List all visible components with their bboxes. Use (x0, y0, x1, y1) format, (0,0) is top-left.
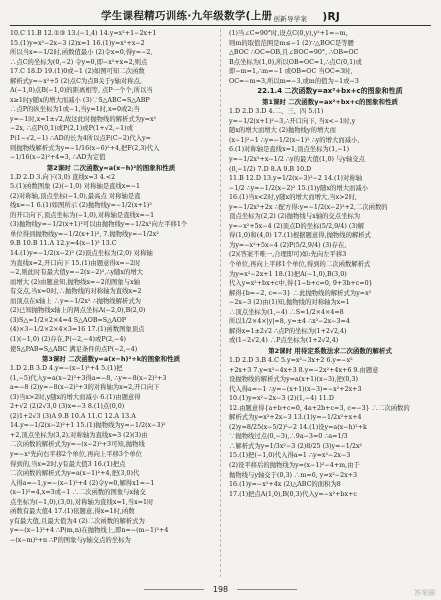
answer-line: 线x=−1 6.(1)如图所示 (2)抛物线y=−1/2(x+1)² (10, 202, 152, 210)
answer-columns (10, 29, 431, 577)
answer-line: 为y=x²−2x+1 18.(1)把A(−1,0),B(3,0) (229, 270, 347, 278)
answer-line: 个单位,再向上平移1个单位,得到的二次函数解析式 (229, 261, 371, 269)
answer-line: ∴点P的纵坐标为1或−1,当y=1时,x=0或2;当 (10, 106, 140, 114)
answer-line: 1.D 2.B 3.D 4.y=−(x−1)²+4 5.(1)把 (10, 365, 123, 373)
answer-line: ∴点C的坐标为(0,−2) 令y=0,即−x²+x=2,则点 (10, 58, 148, 66)
answer-line: 代入y=x²+bx+c中,得{1−b+c=0, 9+3b+c=0} (229, 280, 373, 288)
answer-line: (x−1)²=4,x=3或−1 ∴二次函数的图象与x轴交 (10, 489, 146, 497)
section-heading: 22.1.4 二次函数y=ax²+bx+c的图象和性质 (257, 87, 403, 96)
answer-line: 得到的,当x=2时,y有最大值3 16.(1)把点 (10, 460, 126, 468)
answer-line: 为y=−x²+5x−4 (2)P(5/2,9/4) (3)存在, (229, 241, 347, 249)
answer-line: 单位得到抛物线y=−1/2(x+1)², 7.抛物线y=−1/2x² (10, 230, 159, 238)
answer-line: 函数有最大值4 17.(1)依题意,得x=1时,函数 (10, 508, 135, 516)
answer-line: y=−1/2(x+1)²−3,∴开口向下, 当x<−1时,y (229, 117, 356, 125)
answer-line: OC=−m=3,所以m=−3,或m的值为−1或−3 (229, 77, 359, 85)
answer-line: y=−(x−1)²+4 ∴P(m,n)在抛物线上,即n=−(m−1)²+4 (10, 527, 169, 535)
answer-line: y=−x²+5x−4 (2)顶点D的坐标(5/2,9/4) (3)解 (229, 222, 365, 230)
answer-line: y=−1时,x=1±√2,故这此时抛物线的解析式为y=x² (10, 115, 157, 123)
answer-line: y有最大值,且最大值为4 (2)二次函数的解析式为 (10, 517, 145, 525)
section-heading: 第3课时 二次函数y=a(x−h)²+k的图象和性质 (41, 355, 181, 364)
answer-line: +2x+3 7.y=x²−4x+3 8.y=−2x²+4x+6 9.由题意 (229, 366, 379, 374)
answer-line: 二次函数的解析式为y=a(x−1)²+4,把(3,0)代 (10, 470, 140, 478)
answer-line: ∴解析式为y=1/3x²−3 (2)8/25 (3)y=−1/2x² (229, 442, 363, 450)
page-footer (0, 585, 441, 594)
answer-line: 解得{b=−2, c=−3} ∴此抛物线的解析式为y=x² (229, 289, 372, 297)
answer-line: 而顶点在x轴上 ∴y=−1/2x² ∴抛物线解析式为 (10, 297, 142, 305)
answer-line: 有交点,当x=0时,∴抛物线的对称轴为直线x=2 (10, 288, 142, 296)
book-title: 学生课程精巧训练·九年级数学(上册 (100, 10, 273, 22)
left-column (10, 29, 212, 577)
answer-line: 抛物线与y轴交于(0,3) ∴m=6, y=x²−2x+3 (229, 471, 358, 479)
answer-line: a=−8 (2)y=−8(x−2)²+3的对称轴为x=2,开口向下 (10, 384, 160, 392)
answer-line: 或(1−2√2,4) ∴P点坐标为(1+2√2,4) (229, 337, 339, 345)
answer-line: A(−1,0)点B(−1,0)的距离相等, 点P一个个,所以当 (10, 87, 153, 95)
answer-line: △BOC ∴OC=OB,且∠BOC=90°, ∴OB=OC (229, 49, 359, 57)
answer-line: 5.(1)函数图象 (2)(−1,0) 对称轴是直线x=−1 (10, 183, 141, 191)
answer-line: (2)(答案不唯一,合理即可)如:先向左平移3 (229, 251, 347, 259)
answer-line: (0,−1/2) 7.D 8.A 9.B 10.D (229, 165, 312, 173)
page-header (10, 4, 431, 26)
book-subtitle: 创新导学案 (273, 15, 308, 23)
answer-line: (2)1+2√3 (3)A 9.B 10.A 11.C 12.A 13.A (10, 412, 136, 420)
answer-line: 1.D 2.D 3.B 4.C 5.y=x²−3x+2 6.y=−x² (229, 356, 353, 364)
answer-line: 使S△PAB=S△ABC 满足条件的点P(−2,−4) (10, 345, 138, 353)
book-edition: )RJ (322, 11, 341, 23)
answer-line: (x−1)²−1 ∴y=−1/2(x−1)² ∴y的增大而减小, (229, 136, 360, 144)
answer-line: 17.(1)把点A(1,0),B(0,3)代入y=−x²+bx+c (229, 490, 357, 498)
answer-line: (2)y=8/25(x−5/2)²−2 14.(1)设y=a(x−h)²+k (229, 423, 367, 431)
answer-line: (3)抛物线y=−1/2(x+1)²可以由抛物线y=−1/2x²向左平移1个 (10, 221, 188, 229)
answer-line: (1)当∠C=90°时,设点C(0,y),y²+1=−m, (229, 30, 348, 37)
answer-line: ∵抛物线过点(0,−3),∴9a−3=0 ∴a=1/3 (229, 433, 348, 441)
answer-line: −1/2 ∴y=−1/2(x−2)² 15.(1)y随x的增大而减小 (229, 184, 369, 192)
answer-line: 11.B 12.D 13.y=1/2(x−3)²−2 14.(1)对称轴 (229, 175, 363, 183)
answer-line: (1)(−1,0) (2)存在,P(−2,−4)或P(2,−4) (10, 335, 126, 343)
answer-line: (4)×3−1/2×2×4×3=16 17.(1)函数图象顶点 (10, 326, 145, 334)
column-divider (220, 29, 221, 577)
answer-line: −(x−m)²+n ∴P的图象与y轴交点的坐标为 (10, 536, 131, 544)
answer-line: 点坐标为(−1,0),(3,0),对称轴为直线x=1,当x=1时 (10, 498, 154, 506)
answer-line: (1,−5)代入y=a(x−2)²+3得a=−8, ∴y=−8(x−2)²+3 (10, 374, 167, 382)
answer-line: 解析式y=−x²+5 (2)点C为点B关于y轴对称点, (10, 77, 142, 85)
answer-line: 14.y=−1/2(x−2)²+1 15.(1)抛物线为y=−1/2(x−3)² (10, 422, 166, 430)
answer-line: 17.C 18.D 19.(1)0或−1 (2)如图可知二次函数 (10, 68, 145, 76)
answer-line: (2)对称轴,顶点坐标(−1,0),最高点 对称轴是直 (10, 192, 141, 200)
answer-line: 12.由题意得{a+b+c=0, 4a+2b+c=3, c=−3} ∴二次函数的 (229, 404, 410, 412)
section-heading: 第1课时 二次函数y=ax²+bx+c的图象和性质 (262, 98, 398, 107)
answer-line: 16.(1)y=−x²+4x (2)△ABC的面积为8 (229, 481, 341, 489)
answer-line: (2)设平移后的抛物线为y=(x−1)²−4+m,由于 (229, 461, 360, 469)
answer-line: (3)S△=1/2×2×4=4 S△AOB=S△AOP (10, 316, 127, 324)
answer-line: 即−m=1,∴m=−1 或OB=OC 当OC=3时, (229, 68, 353, 76)
answer-line: −2x, ∴点P(0,1)或P(2,1)或P(1+√2,−1)或 (10, 125, 134, 133)
section-heading: 第2课时 二次函数y=a(x−h)²的图象和性质 (46, 163, 176, 172)
answer-line: 的开口向下,顶点坐标为(−1,0),对称轴是直线x=−1 (10, 211, 155, 219)
page-number: 198 (212, 585, 229, 594)
answer-line: 15.(1)把(−1,0)代入得a=1 ∴y=x²−2x−3 (229, 452, 351, 460)
answer-line: 10.(1)y=x²−2x−3 (2)(1,−4) 11.D (229, 395, 334, 403)
answer-line: 随x的增大而增大 (2)抛物线y的增大而 (229, 127, 336, 135)
answer-line: 1.D 2.D 3.向下(3,0) 直线x=3 4.<2 (10, 173, 116, 181)
answer-line: y=−1/2x²+x−1/2 ∴y的最大值(1,0) 与y轴交点 (229, 156, 365, 164)
answer-line: 16.(1)当x<2时,y随x的增大而增大,当x>2时, (229, 194, 357, 202)
answer-line: 1.D 2.D 3.D 4.二、三、四 5.(1) (229, 108, 324, 116)
answer-line: +2,顶点坐标为(3,2),对称轴为直线x=3 (2)(3)由 (10, 431, 148, 439)
answer-line: 代入得a=−1 ∴y=−(x+1)(x−3)=−x²+2x+3 (229, 385, 362, 393)
answer-line: 解得x=1±2√2 ∴点P的坐标为(1+2√2,4) (229, 327, 347, 335)
answer-line: −2,则此时有最大值y=−2(x−2)²,∴y随x的增大 (10, 269, 144, 277)
answer-line: 得(1,0)和(4,0) 17.(1)根据题意得,抛物线的解析式 (229, 232, 371, 240)
answer-line: −1/16(x−2)²+4=3, ∴AD为定值 (10, 154, 106, 162)
answer-line: y=−x²先向右平移2个单位,再向上平移3个单位 (10, 450, 142, 458)
right-column (229, 29, 431, 577)
answer-line: 解析式为y=x²+2x−3 13.(1)y=−1/2x²+x+4 (229, 414, 362, 422)
answer-line: 9.B 10.B 11.A 12.y=4(x−1)² 13.C (10, 240, 117, 248)
answer-line: 2+√2 (2)2√3,0 (3)x=−3 8.(1)点(0,0) (10, 403, 125, 411)
answer-line: 设抛物线的解析式为y=a(x+1)(x−3),把(0,3) (229, 376, 358, 384)
answer-line: y=−1/2x²+2x ∴配方得:y=−1/2(x−2)²+2,二次函数的 (229, 203, 388, 211)
answer-line: 14.(1)y=−1/2(x−2)² (2)顶点坐标为(2,0) 对称轴 (10, 250, 153, 258)
answer-line: 所以当x=−1/2时,函数值最小 (2)令x=0,得y=−2, (10, 49, 153, 57)
answer-line: 6.(1)对称轴是直线x=1,顶点坐标为(1,−1) (229, 146, 350, 154)
answer-line: 而增大 (2)由题意知,抛物线x=−2的图象与x轴 (10, 278, 140, 286)
answer-line: (2)已知抛物线x轴上的两点坐标A(−2,0),B(2,0) (10, 307, 146, 315)
answer-line: 10.C 11.B 12.①③ 13.(−1,4) 14.y=x²+1−2x+1 (10, 30, 157, 37)
answer-line: ∴顶点坐标为(1,−4) ∴S=1/2×4×4=8 (229, 308, 344, 316)
answer-line: 为直线x=2,开口向下 15.(1)由题意得x=−2时 (10, 259, 141, 267)
answer-line: 二次函数的解析式为y=−(x−2)²+3可知,抛物线 (10, 441, 145, 449)
answer-line: P(1−√2,−1) ∴AD的长为4所以点F(C−2)代入y= (10, 135, 151, 143)
answer-line: x≥1时y随x的增大而减小 (3)∵S△ABC=S△ABP (10, 96, 150, 104)
answer-line: 则m的取值范围是m≤−1 (2)∵△BOC是等腰 (229, 39, 354, 47)
answer-line: 15.(1)y=x²−2x−3 (2)x=1 16.(1)y=x²+x−2 (10, 39, 145, 47)
answer-line: 所以1/2×4×|y|=8, y=±4 ∴x²−2x−3=4 (229, 318, 350, 326)
watermark-logo: 答案圈 (414, 589, 435, 597)
answer-line: 顶点坐标为(2,2) (2)抛物线与x轴的交点坐标为 (229, 213, 361, 221)
answer-line: 入得a=−1,y=−(x−1)²+4 (2)令y=0,解得x1=−1 (10, 479, 155, 487)
section-heading: 第2课时 用待定系数法求二次函数的解析式 (268, 346, 392, 355)
answer-line: B点坐标为(1,0),所以OB=OC=1,∴点C(0,1)或 (229, 58, 362, 66)
answer-line: −2x−3 (2)由(1)知,抛物线的对称轴为x=1 (229, 299, 350, 307)
answer-line: 则抛物线解析式为y=−1/16(x−6)²+4,把F(2,3)代入 (10, 144, 160, 152)
answer-line: (3)当x>2时,y随x的增大而减小 6.(1)由题意得 (10, 393, 141, 401)
